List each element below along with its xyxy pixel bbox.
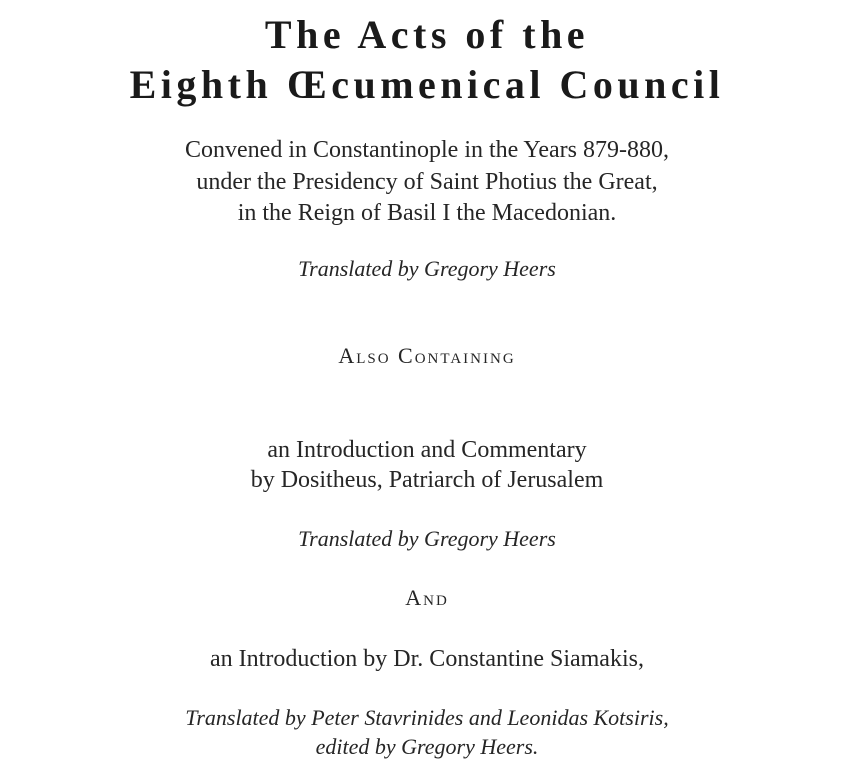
subtitle-line-3: in the Reign of Basil I the Macedonian. [237,200,617,226]
translator-credit-3-line-2: edited by Gregory Heers. [315,734,539,759]
subtitle-line-1: Convened in Constantinople in the Years 879-880, [185,137,669,163]
introduction-commentary-line-1: an Introduction and Commentary [267,437,587,463]
also-containing-heading: Also Containing [338,343,516,368]
subtitle-line-2: under the Presidency of Saint Photius the Great, [196,169,658,195]
translator-credit-3-line-1: Translated by Peter Stavrinides and Leonidas Kotsiris, [185,705,669,730]
translator-credit-2: Translated by Gregory Heers [298,526,556,551]
and-heading: And [405,585,449,610]
book-title-line-1: The Acts of the [264,12,590,57]
introduction-commentary-line-2: by Dositheus, Patriarch of Jerusalem [250,467,604,493]
book-title-line-2: Eighth Œcumenical Council [129,62,725,107]
introduction-siamakis: an Introduction by Dr. Constantine Siamakis, [210,646,644,672]
translator-credit-1: Translated by Gregory Heers [298,256,556,281]
